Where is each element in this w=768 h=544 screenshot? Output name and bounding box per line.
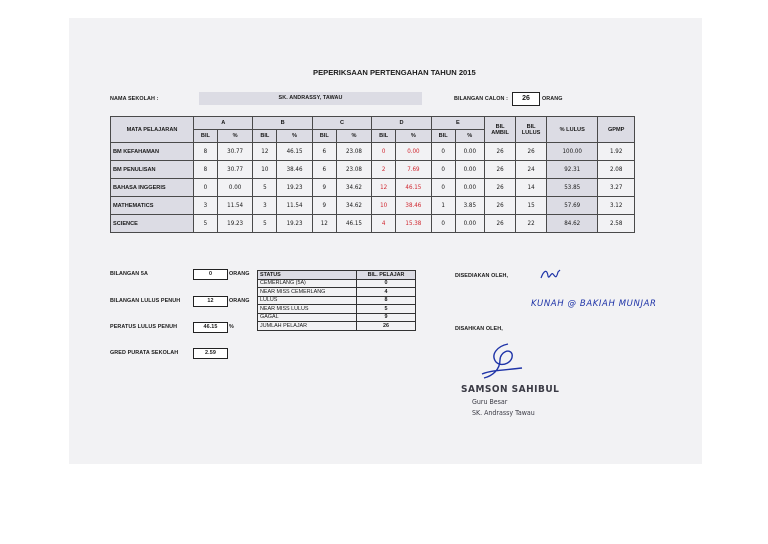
table-cell: 26 [485, 179, 516, 197]
status-row [258, 322, 416, 331]
candidates-unit: ORANG [542, 96, 563, 102]
table-row [111, 143, 635, 161]
status-count: 0 [357, 279, 416, 288]
table-cell: 5 [253, 215, 277, 233]
status-label: NEAR MISS LULUS [258, 305, 357, 314]
candidates-label: BILANGAN CALON : [454, 96, 509, 102]
approved-signature [478, 340, 528, 382]
pct-subheader: % [455, 130, 485, 143]
table-cell: 0 [431, 143, 455, 161]
table-cell: 26 [485, 215, 516, 233]
status-count: 5 [357, 305, 416, 314]
bil-pelajar-header: BIL. PELAJAR [357, 271, 416, 280]
table-cell: 2.58 [598, 215, 635, 233]
subject-cell: SCIENCE [111, 215, 194, 233]
lulus-penuh-label: BILANGAN LULUS PENUH [110, 298, 181, 304]
subject-header: MATA PELAJARAN [111, 117, 194, 143]
status-row [258, 288, 416, 297]
marks-table [110, 116, 635, 233]
lulus-penuh-value: 12 [193, 296, 228, 307]
table-cell: 23.08 [336, 143, 372, 161]
table-cell: 15 [516, 197, 547, 215]
bilangan-5a-unit: ORANG [229, 271, 250, 277]
prepared-signature [538, 266, 564, 284]
table-cell: 26 [516, 143, 547, 161]
table-row [111, 179, 635, 197]
status-count: 9 [357, 313, 416, 322]
status-table [257, 270, 416, 331]
bil-ambil-header: BIL AMBIL [485, 117, 516, 143]
subject-cell: MATHEMATICS [111, 197, 194, 215]
stamp-school: SK. Andrassy Tawau [472, 409, 535, 417]
prepared-label: DISEDIAKAN OLEH, [455, 273, 509, 279]
bil-lulus-header: BIL LULUS [516, 117, 547, 143]
table-cell: 0 [431, 179, 455, 197]
subject-cell: BAHASA INGGERIS [111, 179, 194, 197]
table-cell: 0 [372, 143, 396, 161]
table-cell: 0.00 [455, 179, 485, 197]
table-cell: 7.69 [396, 161, 432, 179]
table-cell: 19.23 [217, 215, 253, 233]
lulus-penuh-unit: ORANG [229, 298, 250, 304]
pct-subheader: % [396, 130, 432, 143]
table-cell: 5 [253, 179, 277, 197]
table-cell: 0 [431, 161, 455, 179]
table-cell: 3.12 [598, 197, 635, 215]
table-cell: 1.92 [598, 143, 635, 161]
gpmp-header: GPMP [598, 117, 635, 143]
table-cell: 12 [253, 143, 277, 161]
table-cell: 26 [485, 161, 516, 179]
table-cell: 10 [372, 197, 396, 215]
status-row [258, 296, 416, 305]
status-label: NEAR MISS CEMERLANG [258, 288, 357, 297]
table-cell: 22 [516, 215, 547, 233]
table-cell: 3 [253, 197, 277, 215]
peratus-unit: % [229, 324, 234, 330]
table-cell: 100.00 [547, 143, 598, 161]
status-label: JUMLAH PELAJAR [258, 322, 357, 331]
table-cell: 46.15 [336, 215, 372, 233]
table-cell: 0 [194, 179, 218, 197]
status-label: LULUS [258, 296, 357, 305]
status-row [258, 313, 416, 322]
table-cell: 3.27 [598, 179, 635, 197]
bil-subheader: BIL [372, 130, 396, 143]
table-cell: 23.08 [336, 161, 372, 179]
table-row [111, 215, 635, 233]
table-cell: 34.62 [336, 197, 372, 215]
table-cell: 0.00 [455, 215, 485, 233]
table-cell: 19.23 [277, 179, 313, 197]
table-cell: 4 [372, 215, 396, 233]
table-cell: 0.00 [455, 161, 485, 179]
table-cell: 0 [431, 215, 455, 233]
stamp-title: Guru Besar [472, 398, 508, 406]
table-cell: 9 [312, 197, 336, 215]
table-cell: 46.15 [277, 143, 313, 161]
bil-subheader: BIL [253, 130, 277, 143]
table-cell: 1 [431, 197, 455, 215]
bil-subheader: BIL [194, 130, 218, 143]
pct-subheader: % [277, 130, 313, 143]
approved-label: DISAHKAN OLEH, [455, 326, 503, 332]
table-cell: 34.62 [336, 179, 372, 197]
table-cell: 8 [194, 161, 218, 179]
table-cell: 30.77 [217, 143, 253, 161]
scanned-document [69, 18, 702, 464]
grade-d-header: D [372, 117, 431, 130]
table-cell: 6 [312, 161, 336, 179]
school-label: NAMA SEKOLAH : [110, 96, 159, 102]
table-cell: 9 [312, 179, 336, 197]
table-row [111, 161, 635, 179]
bilangan-5a-value: 0 [193, 269, 228, 280]
school-name: SK. ANDRASSY, TAWAU [199, 92, 422, 105]
gred-label: GRED PURATA SEKOLAH [110, 350, 179, 356]
status-header: STATUS [258, 271, 357, 280]
subject-cell: BM PENULISAN [111, 161, 194, 179]
table-cell: 24 [516, 161, 547, 179]
table-cell: 26 [485, 143, 516, 161]
table-cell: 2 [372, 161, 396, 179]
grade-a-header: A [194, 117, 253, 130]
peratus-value: 46.15 [193, 322, 228, 333]
status-label: GAGAL [258, 313, 357, 322]
prepared-name-handwritten: KUNAH @ BAKIAH MUNJAR [531, 299, 657, 309]
stamp-name: SAMSON SAHIBUL [461, 384, 560, 395]
table-cell: 8 [194, 143, 218, 161]
table-cell: 14 [516, 179, 547, 197]
table-cell: 12 [372, 179, 396, 197]
table-cell: 38.46 [396, 197, 432, 215]
table-cell: 2.08 [598, 161, 635, 179]
table-cell: 0.00 [455, 143, 485, 161]
gred-value: 2.59 [193, 348, 228, 359]
table-cell: 92.31 [547, 161, 598, 179]
bil-subheader: BIL [431, 130, 455, 143]
status-count: 4 [357, 288, 416, 297]
status-count: 8 [357, 296, 416, 305]
grade-b-header: B [253, 117, 312, 130]
pct-lulus-header: % LULUS [547, 117, 598, 143]
pct-subheader: % [336, 130, 372, 143]
grade-e-header: E [431, 117, 484, 130]
table-cell: 3 [194, 197, 218, 215]
table-cell: 12 [312, 215, 336, 233]
table-cell: 6 [312, 143, 336, 161]
table-cell: 3.85 [455, 197, 485, 215]
table-cell: 5 [194, 215, 218, 233]
candidates-value: 26 [512, 92, 540, 106]
status-label: CEMERLANG (5A) [258, 279, 357, 288]
table-cell: 10 [253, 161, 277, 179]
pct-subheader: % [217, 130, 253, 143]
table-cell: 26 [485, 197, 516, 215]
table-cell: 15.38 [396, 215, 432, 233]
table-cell: 57.69 [547, 197, 598, 215]
status-row [258, 279, 416, 288]
table-cell: 11.54 [277, 197, 313, 215]
bilangan-5a-label: BILANGAN 5A [110, 271, 148, 277]
bil-subheader: BIL [312, 130, 336, 143]
table-cell: 0.00 [217, 179, 253, 197]
table-cell: 0.00 [396, 143, 432, 161]
table-cell: 53.85 [547, 179, 598, 197]
table-cell: 19.23 [277, 215, 313, 233]
document-title: PEPERIKSAAN PERTENGAHAN TAHUN 2015 [313, 68, 476, 77]
table-cell: 38.46 [277, 161, 313, 179]
table-cell: 84.62 [547, 215, 598, 233]
table-cell: 46.15 [396, 179, 432, 197]
peratus-label: PERATUS LULUS PENUH [110, 324, 178, 330]
table-cell: 30.77 [217, 161, 253, 179]
status-row [258, 305, 416, 314]
status-count: 26 [357, 322, 416, 331]
table-cell: 11.54 [217, 197, 253, 215]
subject-cell: BM KEFAHAMAN [111, 143, 194, 161]
table-row [111, 197, 635, 215]
grade-c-header: C [312, 117, 371, 130]
